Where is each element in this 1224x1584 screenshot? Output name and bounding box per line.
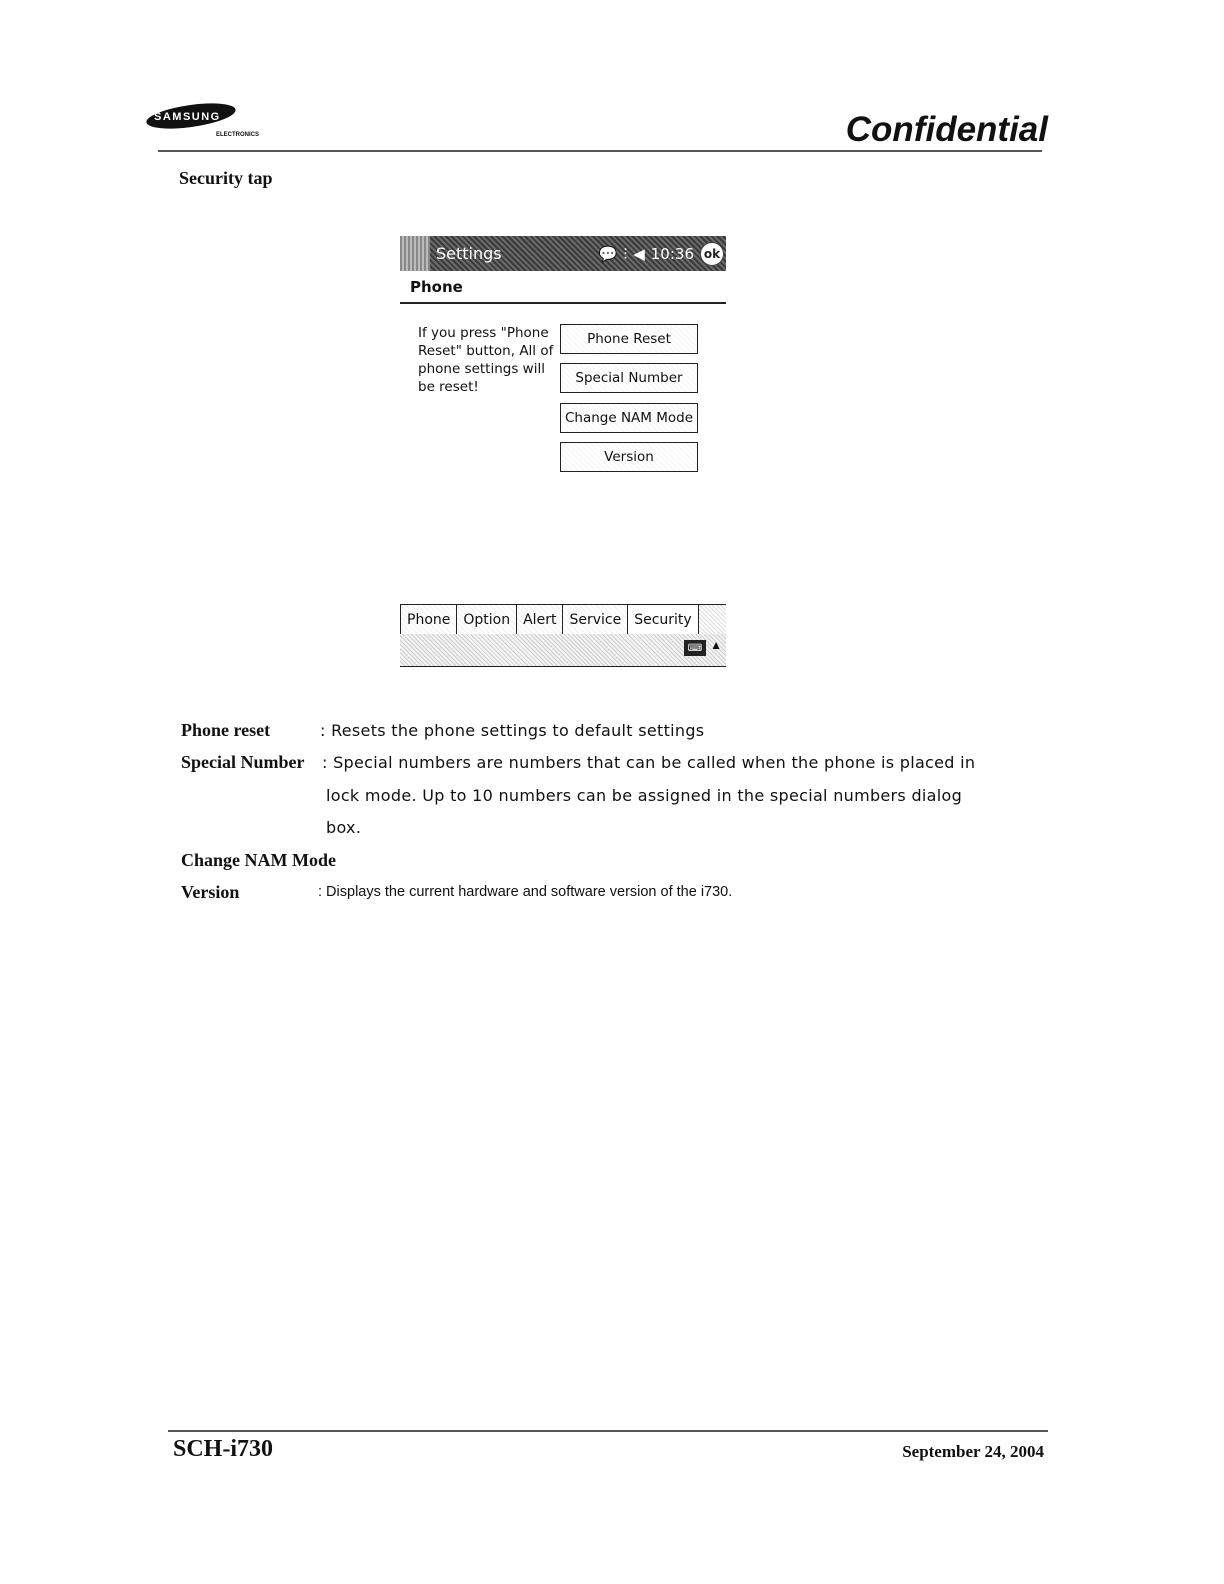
confidential-label: Confidential	[845, 110, 1048, 149]
tab-alert[interactable]: Alert	[517, 605, 563, 635]
model-name: SCH-i730	[173, 1436, 274, 1462]
special-number-desc-line: : Special numbers are numbers that can be called when the phone is placed in	[322, 753, 976, 772]
footer-rule	[168, 1430, 1048, 1432]
volume-icon[interactable]: ◀︎	[633, 244, 645, 263]
tab-service[interactable]: Service	[563, 605, 628, 635]
tab-option[interactable]: Option	[457, 605, 517, 635]
heading-rule	[400, 302, 726, 304]
phone-reset-button[interactable]: Phone Reset	[560, 324, 698, 354]
info-line: be reset!	[418, 379, 479, 395]
version-button[interactable]: Version	[560, 442, 698, 472]
clock-time[interactable]: 10:36	[650, 244, 694, 263]
phone-reset-term: Phone reset	[181, 720, 271, 740]
samsung-logo	[146, 102, 276, 142]
phone-reset-desc: : Resets the phone settings to default settings	[320, 721, 705, 740]
title-bar	[400, 236, 726, 271]
tab-bar-fill	[699, 605, 726, 635]
start-menu-icon[interactable]	[400, 236, 430, 271]
tab-security[interactable]: Security	[628, 605, 699, 635]
input-panel-bar	[400, 634, 726, 667]
document-date: September 24, 2004	[902, 1442, 1044, 1461]
logo-text: SAMSUNG	[154, 111, 221, 123]
signal-icon[interactable]: ⫶	[623, 244, 628, 263]
info-line: phone settings will	[418, 361, 545, 377]
page-heading: Phone	[410, 278, 463, 296]
version-term: Version	[181, 882, 240, 902]
ok-button[interactable]: ok	[700, 242, 724, 266]
version-desc: : Displays the current hardware and software version of the i730.	[318, 884, 733, 900]
reset-info-text	[418, 324, 558, 396]
sip-arrow-up-icon[interactable]: ▲	[710, 638, 722, 652]
special-number-desc-line: box.	[326, 818, 362, 837]
info-line: Reset" button, All of	[418, 343, 554, 359]
app-title: Settings	[436, 244, 502, 263]
info-line: If you press "Phone	[418, 325, 549, 341]
notification-icon[interactable]: 💬	[598, 244, 618, 263]
special-number-button[interactable]: Special Number	[560, 363, 698, 393]
section-title: Security tap	[179, 168, 273, 188]
special-number-desc-line: lock mode. Up to 10 numbers can be assigned in the special numbers dialog	[326, 786, 963, 805]
tab-phone[interactable]: Phone	[400, 605, 457, 635]
special-number-term: Special Number	[181, 752, 305, 772]
tab-bar	[400, 604, 726, 635]
change-nam-mode-term: Change NAM Mode	[181, 850, 336, 870]
header-rule	[158, 150, 1042, 152]
change-nam-mode-button[interactable]: Change NAM Mode	[560, 403, 698, 433]
keyboard-icon[interactable]: ⌨	[684, 640, 706, 656]
logo-subtext: ELECTRONICS	[216, 132, 260, 138]
device-screen	[400, 236, 726, 670]
